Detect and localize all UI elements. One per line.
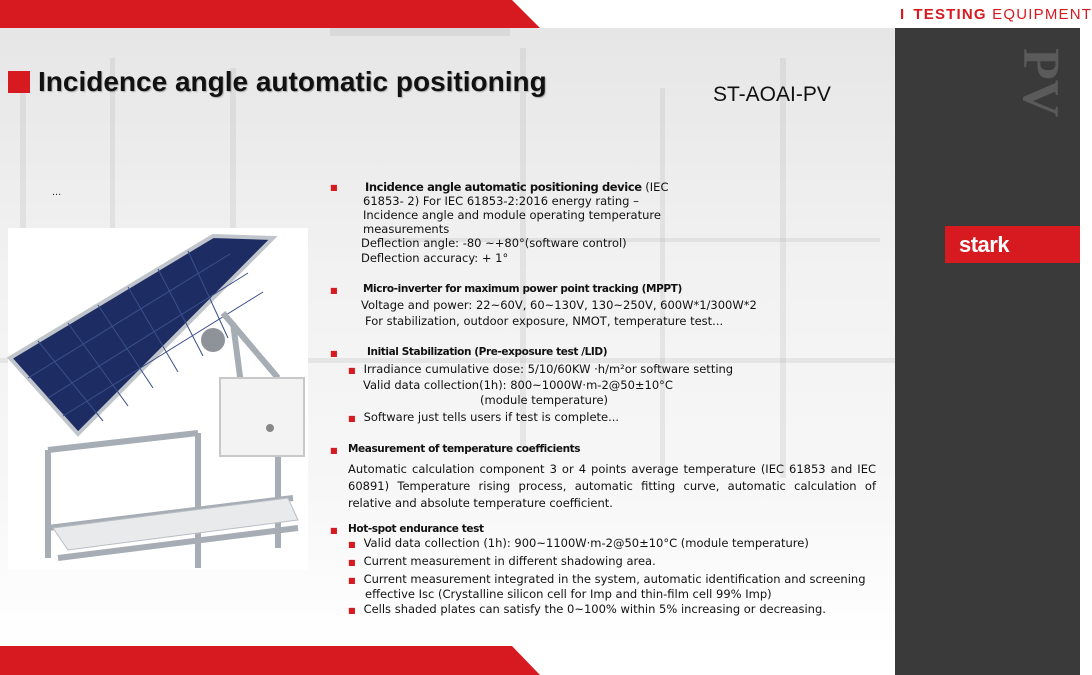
bullet-icon: ■ bbox=[330, 349, 338, 358]
spec-3-title: Initial Stabilization (Pre-exposure test /LID) bbox=[367, 346, 608, 358]
spec-1-title-rest: (IEC bbox=[641, 180, 669, 194]
sub-bullet-icon: ■ bbox=[348, 414, 356, 423]
spec-5-title: Hot-spot endurance test bbox=[348, 523, 484, 535]
bullet-icon: ■ bbox=[330, 183, 338, 192]
spec-2-title: Micro-inverter for maximum power point tracking (MPPT) bbox=[363, 283, 682, 295]
sub-bullet-icon: ■ bbox=[348, 558, 356, 567]
spec-section-1 bbox=[330, 180, 880, 270]
spec-3-line-4-text: Software just tells users if test is complete... bbox=[363, 410, 620, 424]
pv-watermark-icon: PV bbox=[1012, 48, 1069, 118]
spec-4-title: Measurement of temperature coefficients bbox=[348, 443, 581, 455]
section-title bbox=[900, 6, 1092, 23]
spec-1-line-4: measurements bbox=[363, 222, 450, 236]
spec-5-line-1 bbox=[348, 536, 809, 551]
spec-3-line-2: Valid data collection(1h): 800~1000W·m-2@50±10°C bbox=[363, 378, 673, 392]
bullet-icon: ■ bbox=[330, 526, 338, 535]
spec-3-line-3: (module temperature) bbox=[480, 393, 609, 407]
sub-bullet-icon: ■ bbox=[348, 366, 356, 375]
bullet-icon: ■ bbox=[330, 446, 338, 455]
model-number: ST-AOAI-PV bbox=[713, 83, 831, 106]
spec-3-line-4 bbox=[348, 410, 619, 425]
spec-1-line-3: Incidence angle and module operating temperature bbox=[363, 208, 661, 222]
footer-red-band bbox=[0, 646, 540, 675]
red-square-icon bbox=[8, 71, 30, 93]
ellipsis-text: ... bbox=[52, 186, 62, 198]
spec-5-line-4 bbox=[348, 602, 826, 617]
spec-5-line-4-text: Cells shaded plates can satisfy the 0~100% within 5% increasing or decreasing. bbox=[363, 602, 826, 616]
section-title-rest: EQUIPMENT bbox=[992, 6, 1092, 23]
spec-2-line-1: Voltage and power: 22~60V, 60~130V, 130~250V, 600W*1/300W*2 bbox=[361, 298, 757, 312]
spec-5-line-2-text: Current measurement in different shadowing area. bbox=[363, 554, 656, 568]
spec-3-line-1 bbox=[348, 362, 733, 377]
slide-title: Incidence angle automatic positioning bbox=[38, 66, 547, 97]
solar-panel-tester-illustration bbox=[8, 228, 308, 570]
sub-bullet-icon: ■ bbox=[348, 576, 356, 585]
spec-5-line-3b: effective Isc (Crystalline silicon cell for Imp and thin-film cell 99% Imp) bbox=[365, 587, 772, 601]
section-bar: I bbox=[900, 6, 906, 23]
spec-section-2 bbox=[330, 283, 880, 328]
header-red-band bbox=[0, 0, 540, 28]
stark-logo: stark bbox=[945, 226, 1080, 263]
spec-1-line-1 bbox=[365, 180, 668, 195]
spec-4-paragraph: Automatic calculation component 3 or 4 points average temperature (IEC 61853 and IEC 60891) Temperature rising process, automatic fitting curve, automatic calculation of relative and absolute temperature coefficient. bbox=[348, 462, 876, 510]
spec-1-line-6: Deflection accuracy: + 1° bbox=[361, 251, 509, 265]
spec-5-line-1-text: Valid data collection (1h): 900~1100W·m-2@50±10°C (module temperature) bbox=[363, 536, 809, 550]
bottom-footer-bar bbox=[0, 646, 1080, 675]
spec-3-line-1-text: Irradiance cumulative dose: 5/10/60KW ·h/m²or software setting bbox=[363, 362, 734, 376]
product-photo bbox=[8, 228, 308, 570]
right-dark-panel bbox=[895, 28, 1080, 646]
footer-grey-band bbox=[895, 646, 1080, 675]
sub-bullet-icon: ■ bbox=[348, 540, 356, 549]
spec-section-5 bbox=[330, 523, 880, 616]
spec-1-line-2: 61853- 2) For IEC 61853-2:2016 energy rating – bbox=[363, 194, 639, 208]
sub-bullet-icon: ■ bbox=[348, 606, 356, 615]
spec-5-line-3-text: Current measurement integrated in the system, automatic identification and screening bbox=[363, 572, 866, 586]
spec-1-line-5: Deflection angle: -80 ~+80°(software control) bbox=[361, 236, 627, 250]
spec-2-line-2: For stabilization, outdoor exposure, NMOT, temperature test... bbox=[365, 314, 724, 328]
spec-5-line-3 bbox=[348, 572, 866, 587]
top-header-bar bbox=[0, 0, 1092, 28]
spec-5-line-2 bbox=[348, 554, 656, 569]
section-title-bold: TESTING bbox=[913, 6, 987, 23]
spec-section-4 bbox=[330, 443, 880, 513]
spec-section-3 bbox=[330, 346, 880, 426]
spec-1-title: Incidence angle automatic positioning device bbox=[365, 180, 642, 194]
slide-heading bbox=[8, 64, 547, 100]
bullet-icon: ■ bbox=[330, 286, 338, 295]
